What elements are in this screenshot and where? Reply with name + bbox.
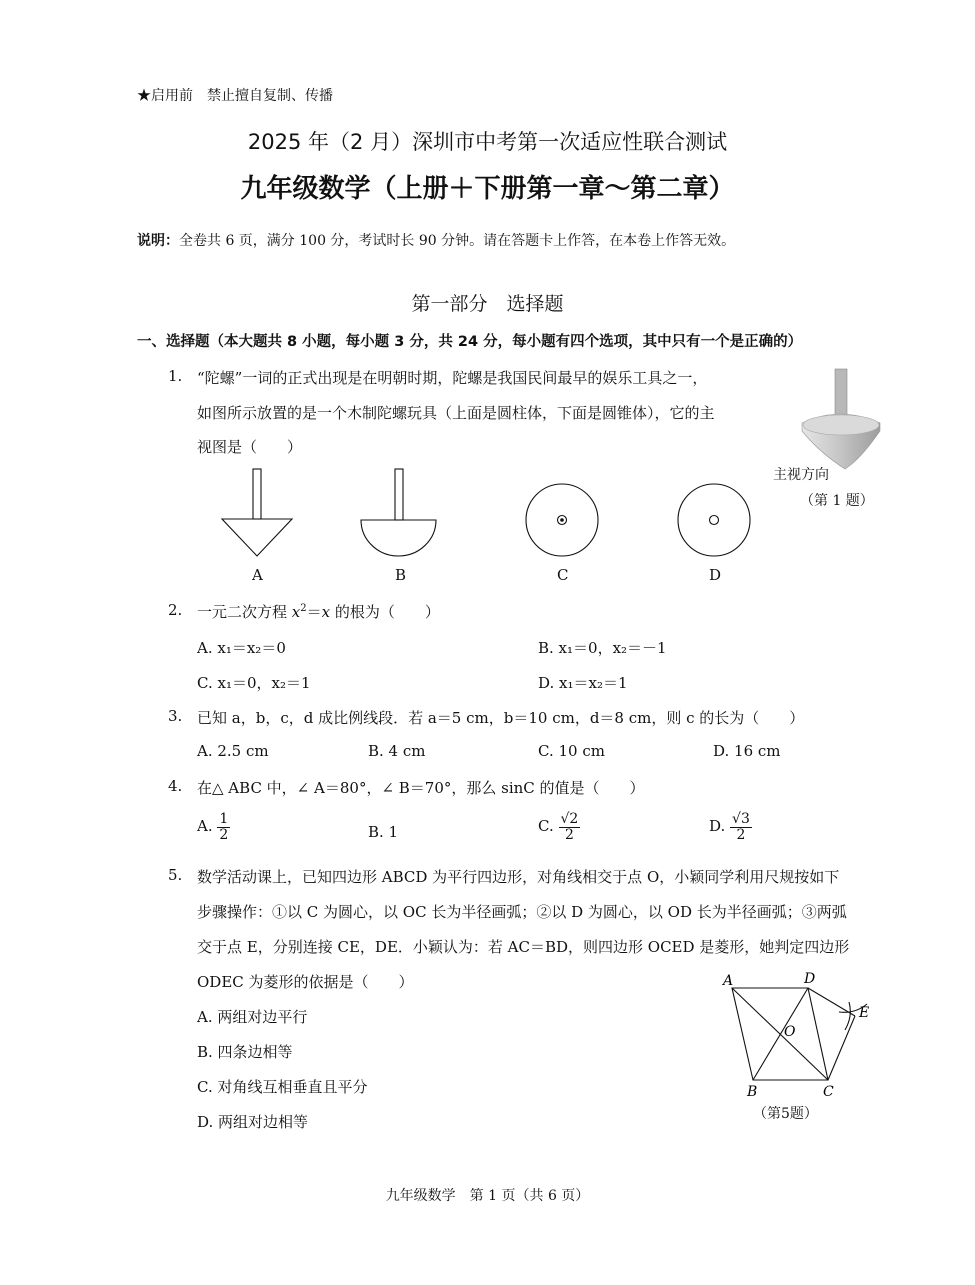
q5-parallelogram-figure (715, 966, 885, 1101)
option-d-figure (678, 484, 750, 556)
q5-line2: 步骤操作：①以 C 为圆心，以 OC 长为半径画弧；②以 D 为圆心，以 OD 长为半径画弧；③两弧 (197, 903, 847, 921)
q4-option-d-label: D. (709, 817, 726, 836)
section-title: 一、选择题（本大题共 8 小题，每小题 3 分，共 24 分，每小题有四个选项，其中只有一个是正确的） (137, 334, 803, 350)
q1-line3: 视图是（ ） (197, 438, 303, 456)
q4-number: 4. (168, 777, 183, 795)
notice-line: ★启用前 禁止擅自复制、传播 (137, 88, 333, 104)
q5-label-c: C (823, 1084, 834, 1100)
q4-option-a-fraction: $\frac{1}{2}$ (219, 811, 229, 843)
q1-option-figures (200, 466, 780, 561)
description-label: 说明： (137, 233, 179, 249)
q5-line3: 交于点 E，分别连接 CE，DE．小颖认为：若 AC＝BD，则四边形 OCED 是菱形，她判定四边形 (197, 938, 850, 956)
q1-line2: 如图所示放置的是一个木制陀螺玩具（上面是圆柱体，下面是圆锥体），它的主 (197, 404, 715, 422)
part-title: 第一部分 选择题 (411, 293, 564, 315)
subject-title: 九年级数学（上册＋下册第一章～第二章） (240, 174, 735, 204)
q5-line4: ODEC 为菱形的依据是（ ） (197, 973, 414, 991)
q3-number: 3. (168, 707, 183, 725)
q1-option-b-label: B (395, 566, 407, 584)
q4-option-c-label: C. (538, 817, 554, 836)
q5-label-o: O (784, 1024, 796, 1040)
q2-option-d: D. x₁＝x₂＝1 (538, 674, 628, 692)
q3-option-d: D. 16 cm (713, 742, 781, 760)
q2-stem (197, 601, 440, 622)
q1-line1: “陀螺”一词的正式出现是在明朝时期，陀螺是我国民间最早的娱乐工具之一， (197, 369, 708, 387)
q4-option-d (709, 812, 752, 842)
q2-option-a: A. x₁＝x₂＝0 (197, 639, 286, 657)
q1-option-d-label: D (709, 566, 722, 584)
q5-label-b: B (747, 1084, 758, 1100)
spinning-top-photo (790, 365, 890, 475)
page-footer: 九年级数学 第 1 页（共 6 页） (385, 1188, 590, 1204)
q3-stem: 已知 a，b，c，d 成比例线段．若 a＝5 cm，b＝10 cm，d＝8 cm，则 c 的长为（ ） (197, 709, 805, 727)
q5-option-b: B. 四条边相等 (197, 1043, 293, 1061)
option-c-figure (526, 484, 598, 556)
q5-label-e: E (859, 1005, 870, 1021)
q5-option-a: A. 两组对边平行 (197, 1008, 308, 1026)
q1-option-a-label: A (252, 566, 263, 584)
q1-photo-caption: （第 1 题） (800, 493, 874, 509)
description-text: 全卷共 6 页，满分 100 分，考试时长 90 分钟。请在答题卡上作答，在本卷上作答无效。 (179, 233, 736, 249)
q4-option-a-label: A. (197, 817, 213, 836)
q3-option-a: A. 2.5 cm (197, 742, 269, 760)
q5-figure-caption: （第5题） (753, 1106, 818, 1122)
q5-option-d: D. 两组对边相等 (197, 1113, 309, 1131)
q4-option-d-fraction: $\frac{√3}{2}$ (732, 811, 750, 843)
q2-number: 2. (168, 601, 183, 619)
q3-option-b: B. 4 cm (368, 742, 426, 760)
q1-photo-direction: 主视方向 (773, 467, 829, 483)
q4-option-b: B. 1 (368, 823, 399, 841)
q4-option-c-fraction: $\frac{√2}{2}$ (560, 811, 579, 843)
q2-option-c: C. x₁＝0，x₂＝1 (197, 674, 311, 692)
q1-option-c-label: C (557, 566, 569, 584)
q2-equation: $x^2=x$ (291, 603, 331, 621)
q5-label-d: D (804, 971, 816, 987)
exam-description (137, 230, 735, 250)
q5-number: 5. (168, 866, 183, 884)
q4-option-c (538, 812, 580, 842)
q5-option-c: C. 对角线互相垂直且平分 (197, 1078, 368, 1096)
option-b-figure (361, 469, 436, 556)
option-a-figure (222, 469, 292, 556)
q1-number: 1. (168, 367, 183, 385)
exam-title: 2025 年（2 月）深圳市中考第一次适应性联合测试 (247, 130, 728, 154)
q3-option-c: C. 10 cm (538, 742, 605, 760)
q4-stem: 在△ ABC 中，∠ A＝80°，∠ B＝70°，那么 sinC 的值是（ ） (197, 779, 645, 797)
q2-stem-start: 一元二次方程 (197, 603, 292, 621)
q2-option-b: B. x₁＝0，x₂＝－1 (538, 639, 667, 657)
q2-stem-end: 的根为（ ） (330, 603, 440, 621)
q5-line1: 数学活动课上，已知四边形 ABCD 为平行四边形，对角线相交于点 O，小颖同学利用尺规按如下 (197, 868, 840, 886)
q4-option-a (197, 812, 230, 842)
q5-label-a: A (723, 973, 734, 989)
